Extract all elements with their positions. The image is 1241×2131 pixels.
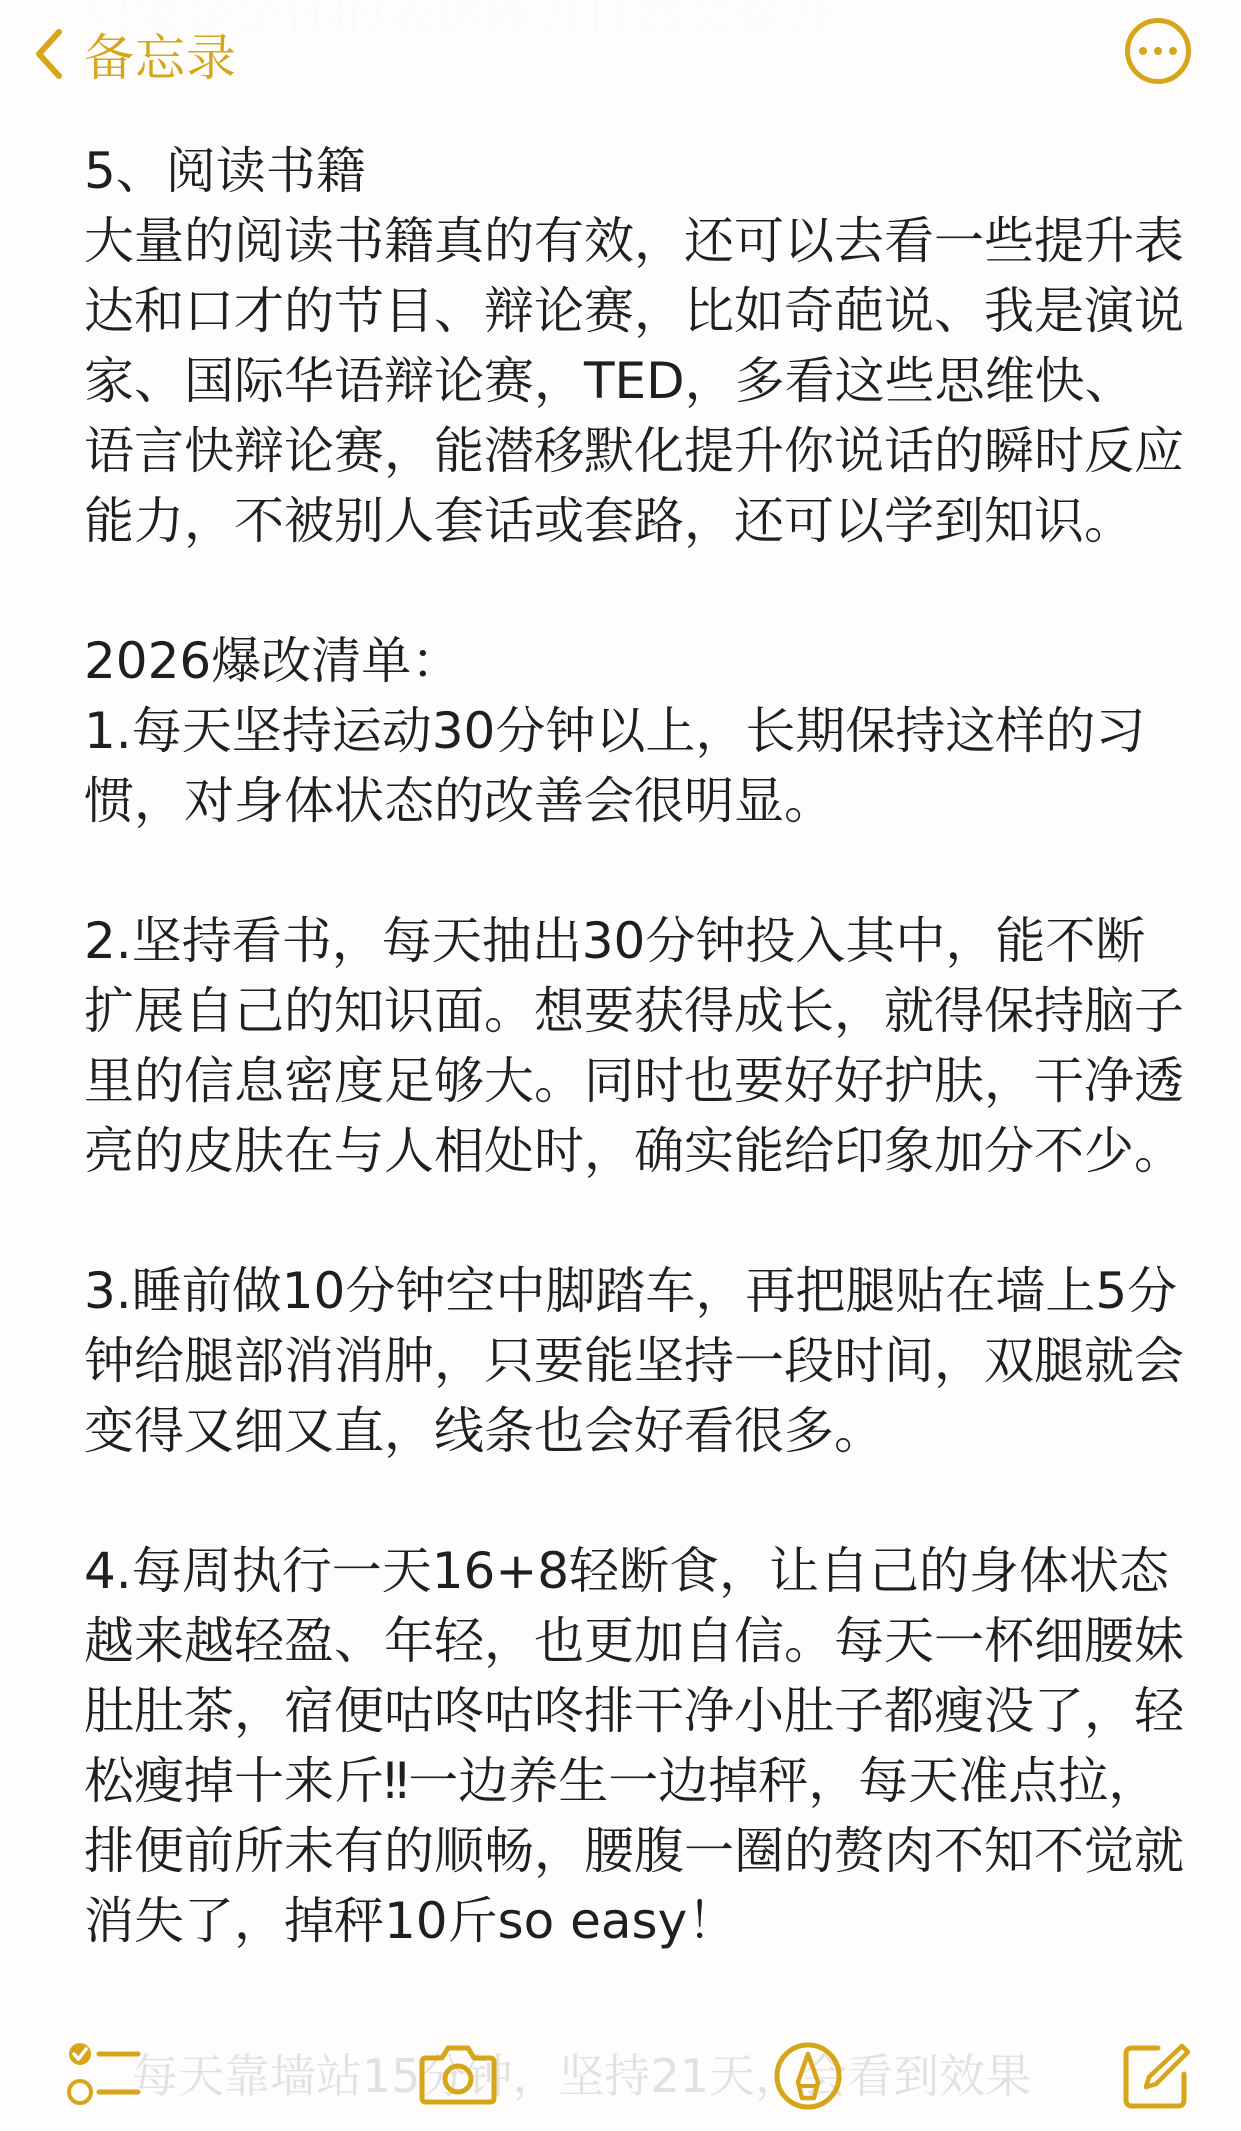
chevron-left-icon [34, 28, 64, 80]
bottom-toolbar [0, 1975, 1241, 2131]
note-paragraph: 4.每周执行一天16+8轻断食，让自己的身体状态越来越轻盈、年轻，也更加自信。每天一杯细腰妹肚肚茶，宿便咕咚咕咚排干净小肚子都瘦没了，轻松瘦掉十来斤‼︎一边养生一边掉秤，每天准点拉，排便前所未有的顺畅，腰腹一圈的赘肉不知不觉就消失了，掉秤10斤so easy！ [84, 1542, 1184, 1950]
checklist-icon[interactable] [66, 2040, 142, 2108]
note-paragraph: 3.睡前做10分钟空中脚踏车，再把腿贴在墙上5分钟给腿部消消肿，只要能坚持一段时间，双腿就会变得又细又直，线条也会好看很多。 [84, 1262, 1184, 1460]
markup-pen-icon[interactable] [772, 2040, 844, 2112]
paragraph-gap [84, 836, 1184, 906]
back-button[interactable] [34, 18, 237, 90]
paragraph-gap [84, 1466, 1184, 1536]
note-body[interactable] [84, 136, 1184, 1956]
back-label: 备忘录 [84, 29, 237, 87]
ellipsis-dot [1154, 47, 1162, 55]
ellipsis-dot [1169, 47, 1177, 55]
paragraph-gap [84, 1186, 1184, 1256]
compose-icon[interactable] [1120, 2040, 1192, 2112]
paragraph-gap [84, 556, 1184, 626]
faded-scrolled-text-bottom: 每天靠墙站15分钟，坚持21天，会看到效果 [132, 2049, 1032, 2103]
note-paragraph: 5、阅读书籍 大量的阅读书籍真的有效，还可以去看一些提升表达和口才的节目、辩论赛，比如奇葩说、我是演说家、国际华语辩论赛，TED，多看这些思维快、语言快辩论赛，能潜移默化提升你说话的瞬时反应能力，不被别人套话或套路，还可以学到知识。 [84, 142, 1184, 550]
camera-icon[interactable] [418, 2040, 498, 2106]
note-paragraph: 2026爆改清单： 1.每天坚持运动30分钟以上，长期保持这样的习惯，对身体状态的改善会很明显。 [84, 632, 1146, 830]
note-paragraph: 2.坚持看书，每天抽出30分钟投入其中，能不断扩展自己的知识面。想要获得成长，就得保持脑子里的信息密度足够大。同时也要好好护肤，干净透亮的皮肤在与人相处时，确实能给印象加分不少。 [84, 912, 1184, 1180]
ellipsis-dot [1139, 47, 1147, 55]
more-button[interactable] [1125, 18, 1191, 84]
